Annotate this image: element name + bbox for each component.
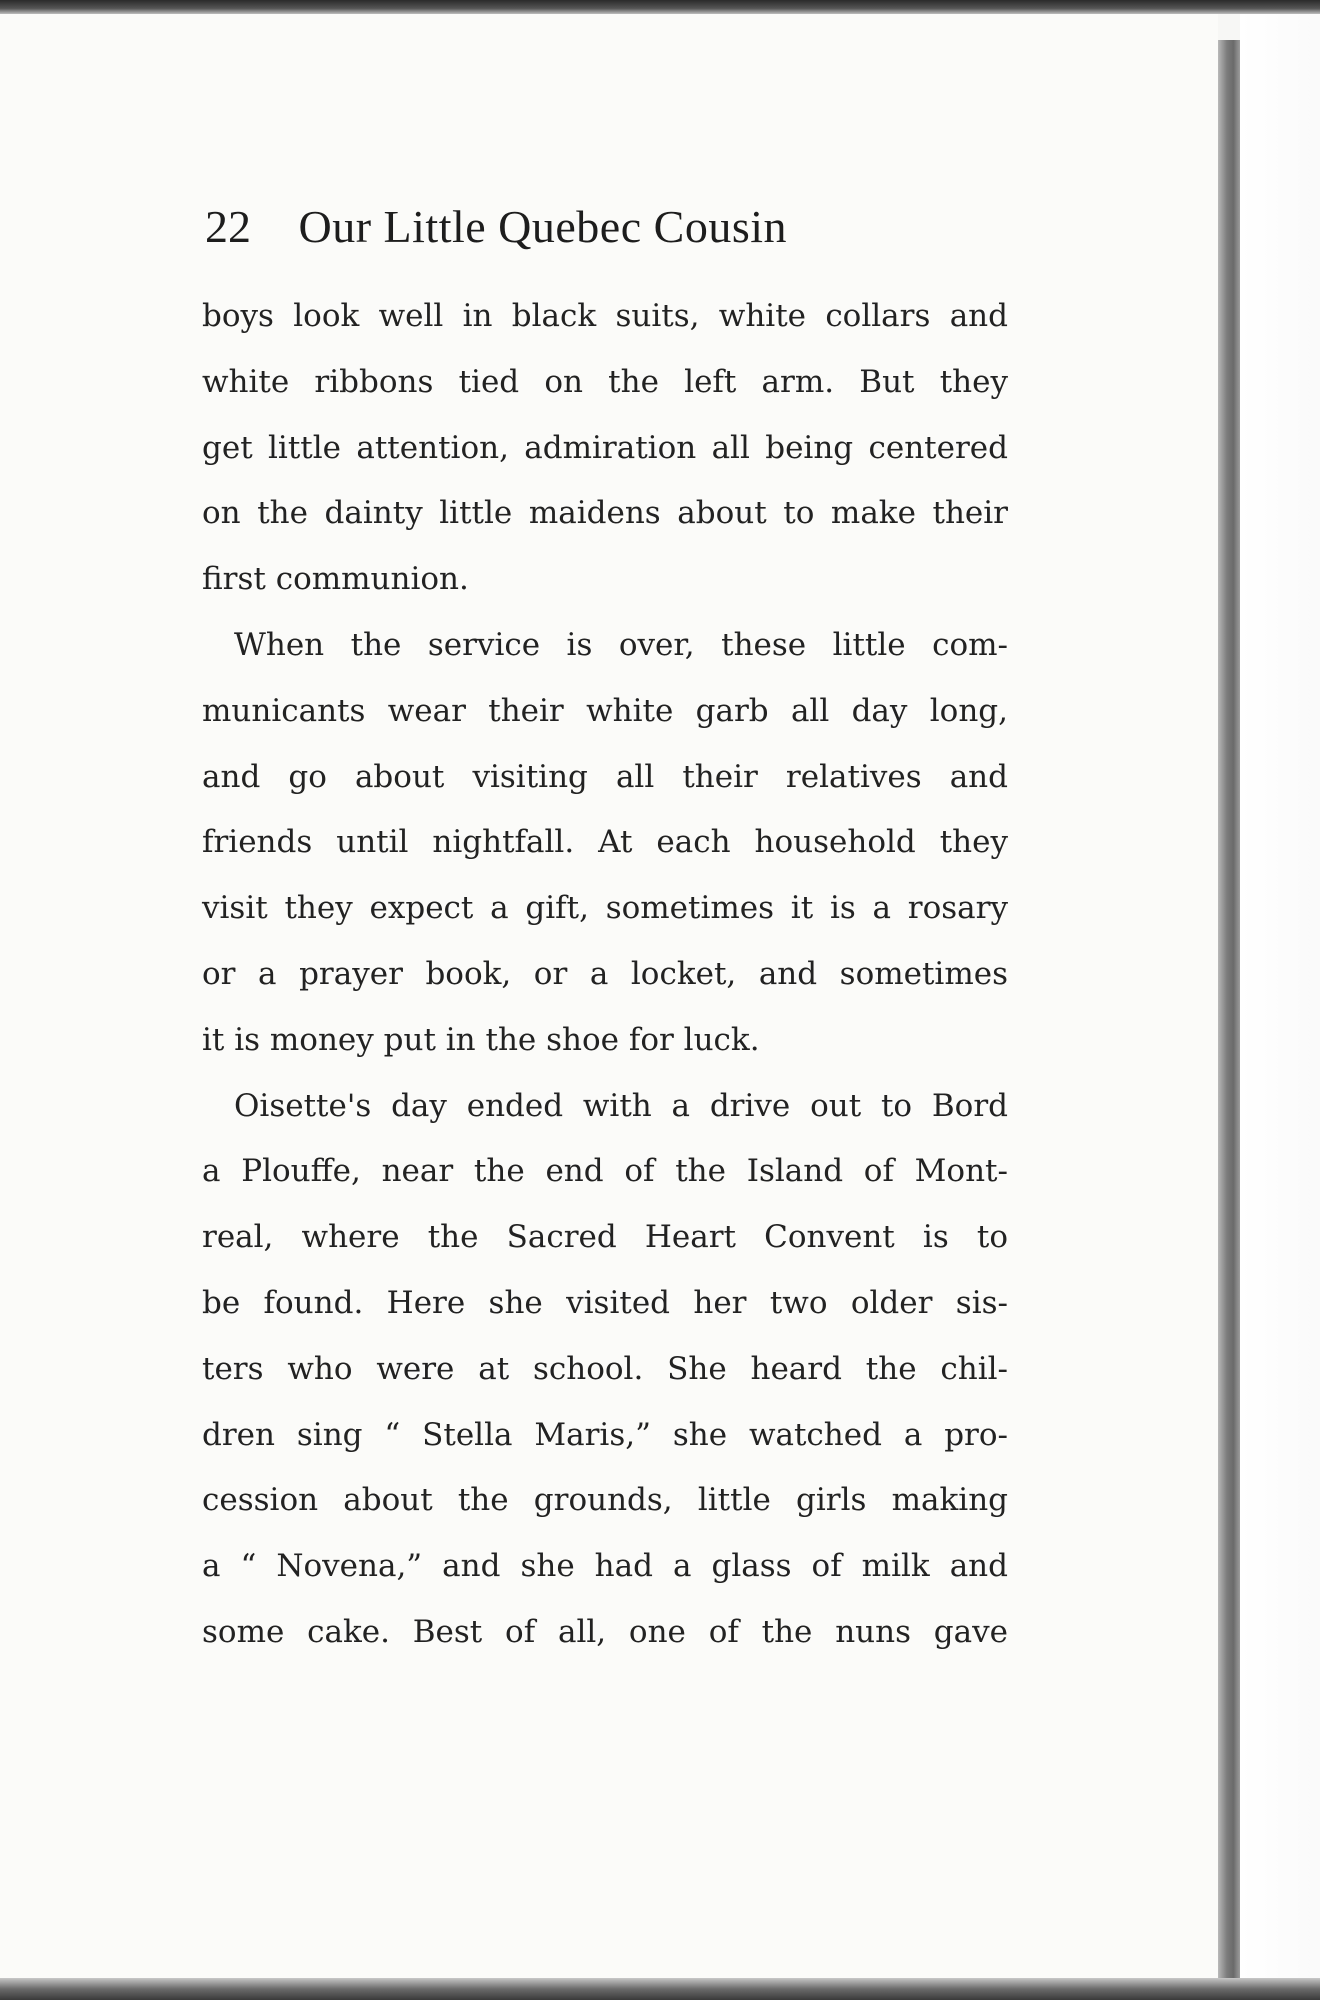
text-line: a Plouffe, near the end of the Island of Mont- [202, 1153, 1008, 1190]
text-line: be found. Here she visited her two older sis- [202, 1284, 1008, 1321]
text-line: white ribbons tied on the left arm. But they [202, 363, 1008, 400]
text-line: some cake. Best of all, one of the nuns gave [202, 1613, 1008, 1650]
text-line: it is money put in the shoe for luck. [202, 1021, 760, 1058]
text-line: or a prayer book, or a locket, and sometimes [202, 955, 1008, 992]
text-line: When the service is over, these little com- [234, 626, 1008, 663]
text-line: dren sing “ Stella Maris,” she watched a pro- [202, 1416, 1008, 1453]
text-line: and go about visiting all their relatives and [202, 758, 1008, 795]
text-line: real, where the Sacred Heart Convent is to [202, 1219, 1008, 1256]
text-line: on the dainty little maidens about to make their [202, 495, 1008, 532]
scan-bottom-edge [0, 1978, 1320, 2000]
running-title: Our Little Quebec Cousin [298, 201, 788, 252]
text-line: visit they expect a gift, sometimes it is a rosary [202, 890, 1008, 927]
text-line: municants wear their white garb all day long, [202, 692, 1008, 729]
body-text [202, 284, 1008, 1666]
text-line: Oisette's day ended with a drive out to Bord [234, 1087, 1008, 1124]
text-line: a “ Novena,” and she had a glass of milk and [202, 1548, 1008, 1585]
text-line: get little attention, admiration all being centered [202, 429, 1008, 466]
text-line: boys look well in black suits, white collars and [202, 298, 1008, 334]
page-header [205, 200, 1025, 253]
adjacent-page-edge [1240, 14, 1320, 1978]
scan-top-edge [0, 0, 1320, 14]
book-spine-shadow [1218, 40, 1240, 1980]
page-number: 22 [205, 201, 251, 252]
text-line: friends until nightfall. At each household they [202, 824, 1008, 861]
text-line: cession about the grounds, little girls making [202, 1482, 1008, 1519]
book-page [0, 14, 1218, 1978]
text-line: ters who were at school. She heard the chil- [202, 1350, 1008, 1387]
text-line: first communion. [202, 561, 469, 598]
